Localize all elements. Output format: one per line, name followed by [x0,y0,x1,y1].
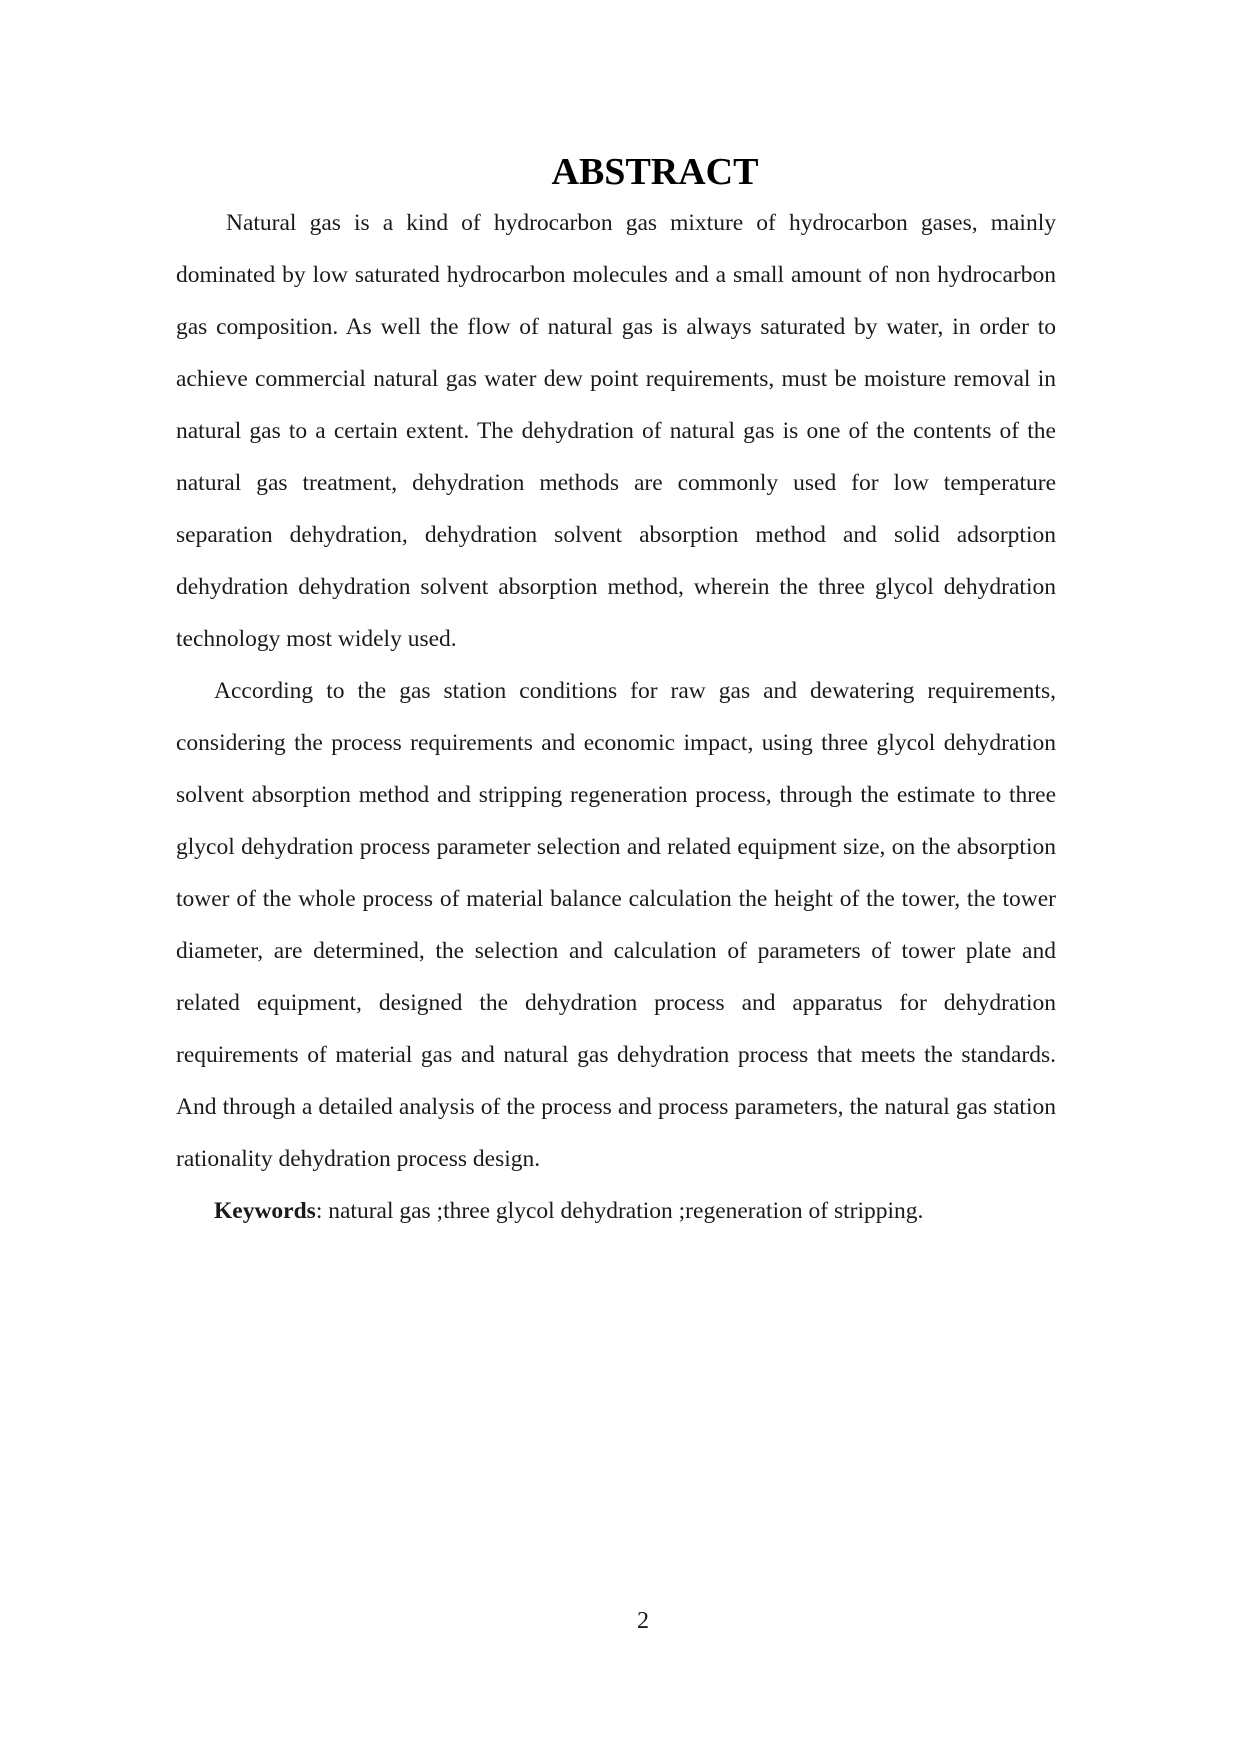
abstract-body [176,197,1056,1237]
page-title: ABSTRACT [551,151,759,193]
page-number: 2 [637,1608,649,1634]
abstract-paragraph-1: Natural gas is a kind of hydrocarbon gas mixture of hydrocarbon gases, mainly dominated by low saturated hydrocarbon molecules and a small amount of non hydrocarbon gas composition. As well the flow of natural gas is always saturated by water, in order to achieve commercial natural gas water dew point requirements, must be moisture removal in natural gas to a certain extent. The dehydration of natural gas is one of the contents of the natural gas treatment, dehydration methods are commonly used for low temperature separation dehydration, dehydration solvent absorption method and solid adsorption dehydration dehydration solvent absorption method, wherein the three glycol dehydration technology most widely used. [176,210,1056,652]
keywords-text: : natural gas ;three glycol dehydration ;regeneration of stripping. [315,1198,924,1224]
keywords-label: Keywords [214,1198,316,1224]
abstract-paragraph-2: According to the gas station conditions for raw gas and dewatering requirements, considering the process requirements and economic impact, using three glycol dehydration solvent absorption method and stripping regeneration process, through the estimate to three glycol dehydration process parameter selection and related equipment size, on the absorption tower of the whole process of material balance calculation the height of the tower, the tower diameter, are determined, the selection and calculation of parameters of tower plate and related equipment, designed the dehydration process and apparatus for dehydration requirements of material gas and natural gas dehydration process that meets the standards. And through a detailed analysis of the process and process parameters, the natural gas station rationality dehydration process design. [176,678,1056,1172]
keywords-line [176,1185,1056,1237]
